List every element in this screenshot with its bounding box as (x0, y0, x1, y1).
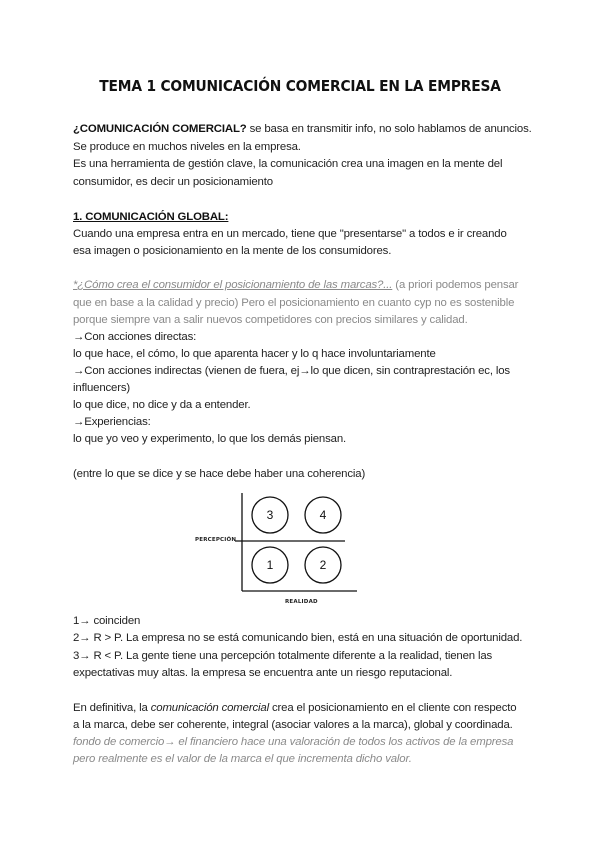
conclusion-line-2: a la marca, debe ser coherente, integral (asociar valores a la marca), global y coordinada. (73, 719, 513, 731)
quadrant-1-label: 1 (266, 558, 274, 572)
note-line-2: pero realmente es el valor de la marca el que incrementa dicho valor. (73, 753, 412, 765)
section-line-2: esa imagen o posicionamiento en la mente de los consumidores. (73, 245, 392, 257)
conclusion-line-1: En definitiva, la comunicación comercial crea el posicionamiento en el cliente con respecto (73, 702, 517, 714)
section-line-1: Cuando una empresa entra en un mercado, tiene que "presentarse" a todos e ir creando (73, 228, 507, 240)
quadrant-3-label: 3 (266, 508, 274, 522)
x-axis-label: REALIDAD (285, 599, 318, 605)
list-experience: →Experiencias: (73, 416, 151, 428)
list-direct: →Con acciones directas: (73, 331, 197, 343)
gray-line-2: que en base a la calidad y precio) Pero el posicionamiento en cuanto cyp no es sostenible (73, 297, 515, 309)
perception-reality-diagram (195, 493, 365, 608)
intro-line-1: ¿COMUNICACIÓN COMERCIAL? se basa en transmitir info, no solo hablamos de anuncios. (73, 123, 532, 135)
legend-line-3: 3→ R < P. La gente tiene una percepción totalmente diferente a la realidad, tienen las (73, 650, 493, 662)
list-indirect-cont: influencers) (73, 382, 131, 394)
list-indirect-desc: lo que dice, no dice y da a entender. (73, 399, 251, 411)
intro-line-4: consumidor, es decir un posicionamiento (73, 176, 273, 188)
list-direct-desc: lo que hace, el cómo, lo que aparenta hacer y lo q hace involuntariamente (73, 348, 436, 360)
legend-line-1: 1→ coinciden (73, 615, 141, 627)
gray-question: *¿Cómo crea el consumidor el posicionamiento de las marcas?... (73, 279, 393, 291)
intro-line-3: Es una herramienta de gestión clave, la comunicación crea una imagen en la mente del (73, 158, 503, 170)
gray-line-1: *¿Cómo crea el consumidor el posicionamiento de las marcas?... (a priori podemos pensar (73, 279, 519, 291)
gray-line-3: porque siempre van a salir nuevos competidores con precios similares y calidad. (73, 314, 468, 326)
conclusion-emphasis: comunicación comercial (150, 702, 269, 714)
quadrant-2-label: 2 (319, 558, 327, 572)
section-heading: 1. COMUNICACIÓN GLOBAL: (73, 211, 229, 223)
quadrant-4-label: 4 (319, 508, 327, 522)
list-indirect: →Con acciones indirectas (vienen de fuera, ej→lo que dicen, sin contraprestación ec, los (73, 365, 510, 377)
list-experience-desc: lo que yo veo y experimento, lo que los demás piensan. (73, 433, 347, 445)
note-line-1: fondo de comercio→ el financiero hace una valoración de todos los activos de la empresa (73, 736, 514, 748)
legend-line-2: 2→ R > P. La empresa no se está comunicando bien, está en una situación de oportunidad. (73, 632, 523, 644)
legend-line-4: expectativas muy altas. la empresa se encuentra ante un riesgo reputacional. (73, 667, 453, 679)
y-axis-label: PERCEPCIÓN (195, 537, 237, 543)
intro-question: ¿COMUNICACIÓN COMERCIAL? (73, 123, 247, 135)
page-title: TEMA 1 COMUNICACIÓN COMERCIAL EN LA EMPRESA (99, 77, 501, 95)
intro-line-2: Se produce en muchos niveles en la empresa. (73, 141, 301, 153)
coherence-note: (entre lo que se dice y se hace debe haber una coherencia) (73, 468, 366, 480)
